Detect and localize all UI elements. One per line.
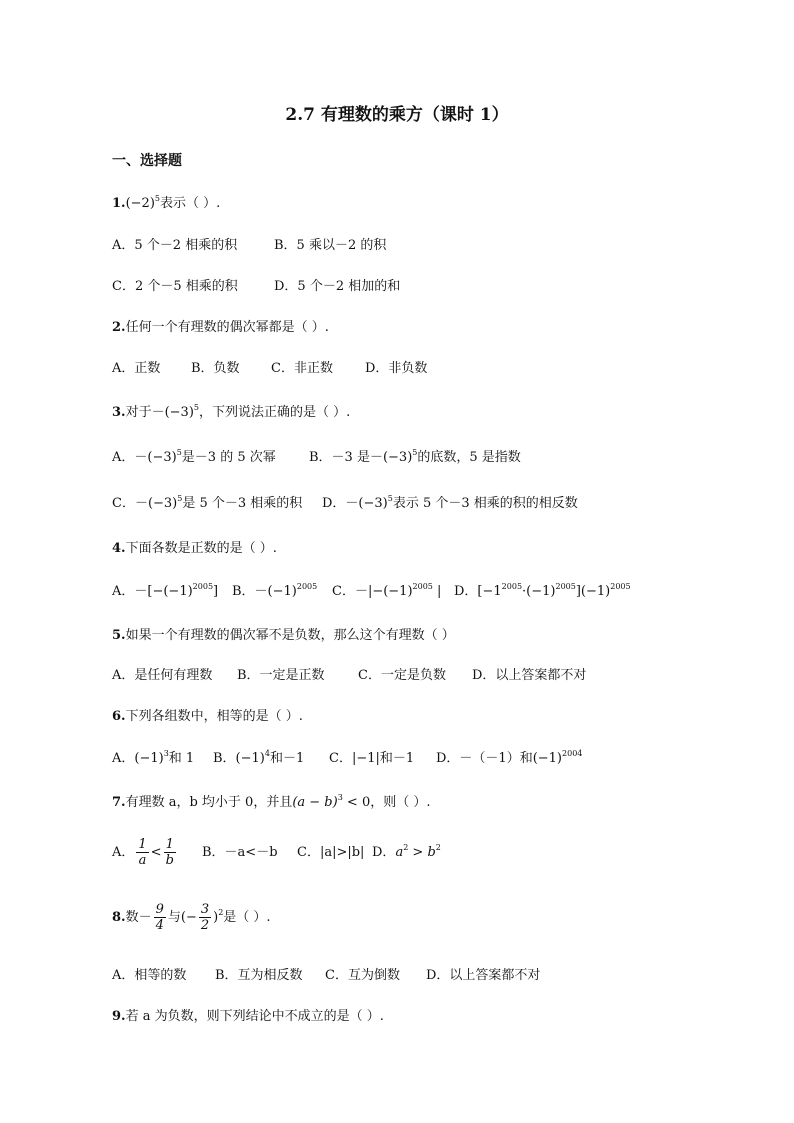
denominator: 4 — [155, 918, 164, 933]
question-stem: 下列各组数中，相等的是（ ）. — [125, 709, 303, 724]
power-exponent: 2004 — [562, 749, 583, 758]
math-variable: a — [395, 845, 404, 860]
question-number: 4. — [112, 541, 126, 556]
option-text: 表示 5 个－3 相乘的积的相反数 — [392, 496, 578, 511]
question-number: 1. — [112, 196, 126, 211]
fraction — [164, 837, 176, 868]
options-row — [112, 747, 582, 766]
options-row — [112, 964, 540, 983]
options-row — [112, 275, 400, 294]
option-a[interactable]: A．5 个－2 相乘的积 — [112, 238, 238, 253]
option-b[interactable] — [309, 446, 521, 465]
option-text: B．－3 是－(−3) — [309, 450, 413, 465]
question-1 — [112, 192, 220, 211]
question-number: 8. — [112, 910, 126, 925]
options-row — [112, 446, 521, 465]
option-text: ] — [213, 584, 219, 599]
question-number: 3. — [112, 405, 126, 420]
question-7 — [112, 791, 431, 810]
options-row — [112, 580, 631, 599]
question-2 — [112, 316, 329, 335]
question-stem: 若 a 为负数，则下列结论中不成立的是（ ）. — [125, 1009, 384, 1024]
question-5 — [112, 624, 455, 643]
power-exponent: 5 — [154, 194, 160, 203]
relation: < — [150, 845, 162, 860]
option-c[interactable]: C．|a|>|b| — [297, 845, 365, 860]
numerator: 3 — [200, 902, 210, 917]
denominator: a — [138, 853, 147, 868]
option-d[interactable] — [372, 841, 441, 860]
option-text: A．(−1) — [112, 751, 164, 766]
option-b[interactable]: B．－a<－b — [202, 845, 278, 860]
fraction — [154, 902, 166, 933]
option-b[interactable] — [213, 747, 329, 766]
stem-part: ，下列说法正确的是（ ）. — [198, 405, 351, 420]
option-a[interactable] — [112, 580, 232, 599]
denominator: 2 — [200, 918, 210, 933]
option-d[interactable]: D．5 个－2 相加的和 — [274, 279, 401, 294]
stem-part: 与(− — [167, 910, 197, 925]
option-text: B．(−1) — [213, 751, 265, 766]
fraction — [199, 902, 211, 933]
numerator: 1 — [164, 837, 176, 853]
option-d[interactable] — [454, 580, 631, 599]
denominator: b — [165, 853, 174, 868]
power-exponent: 2 — [435, 843, 441, 852]
power-exponent: 3 — [337, 793, 343, 802]
fraction — [136, 837, 148, 868]
option-c[interactable]: C．2 个－5 相乘的积 — [112, 279, 238, 294]
option-text: A．－(−3) — [112, 450, 177, 465]
math-variable: b — [427, 845, 436, 860]
power-exponent: 3 — [163, 749, 169, 758]
option-text: C．－(−3) — [112, 496, 178, 511]
option-a[interactable] — [112, 837, 202, 868]
option-text: D．[−1 — [454, 584, 502, 599]
option-label: D． — [372, 845, 396, 860]
option-a[interactable]: A．是任何有理数 — [112, 668, 213, 683]
option-text: C．－|−(−1) — [332, 584, 413, 599]
power-exponent: 2005 — [192, 582, 214, 591]
option-text: ·(−1) — [522, 584, 556, 599]
power-exponent: 5 — [176, 448, 182, 457]
stem-part: 对于－(−3) — [125, 405, 194, 420]
question-4 — [112, 537, 277, 556]
option-label: A． — [112, 845, 135, 860]
power-exponent: 2 — [403, 843, 409, 852]
power-exponent: 4 — [264, 749, 270, 758]
option-text: D．－（－1）和(−1) — [436, 751, 563, 766]
question-number: 2. — [112, 320, 126, 335]
option-d[interactable]: D．以上答案都不对 — [426, 968, 541, 983]
stem-part: < 0，则（ ）. — [342, 795, 431, 810]
option-a[interactable] — [112, 747, 213, 766]
option-c[interactable]: C．非正数 — [271, 361, 333, 376]
option-text: ](−1) — [575, 584, 611, 599]
power-exponent: 5 — [387, 494, 393, 503]
question-stem: 表示（ ）. — [159, 196, 221, 211]
option-text: 是 5 个－3 相乘的积 — [182, 496, 303, 511]
option-b[interactable]: B．互为相反数 — [215, 968, 303, 983]
question-number: 9. — [112, 1009, 126, 1024]
option-a[interactable] — [112, 446, 309, 465]
question-number: 7. — [112, 795, 126, 810]
option-text: 是－3 的 5 次幂 — [181, 450, 276, 465]
question-9 — [112, 1005, 384, 1024]
numerator: 9 — [155, 902, 164, 917]
power-exponent: 2 — [218, 908, 224, 917]
option-b[interactable] — [232, 580, 332, 599]
power-base: (−2) — [125, 196, 155, 211]
option-b[interactable]: B．一定是正数 — [237, 668, 325, 683]
options-row — [112, 837, 441, 868]
page-title: 2.7 有理数的乘方（课时 1） — [285, 105, 509, 125]
stem-part: ) — [213, 910, 219, 925]
question-number: 5. — [112, 628, 126, 643]
question-stem: 如果一个有理数的偶次幂不是负数，那么这个有理数（ ） — [125, 628, 455, 643]
power-exponent: 5 — [193, 403, 199, 412]
option-b[interactable]: B．负数 — [191, 361, 240, 376]
options-row — [112, 357, 427, 376]
option-d[interactable]: D．非负数 — [365, 361, 428, 376]
option-d[interactable] — [436, 747, 582, 766]
option-text: 和 1 — [168, 751, 195, 766]
power-exponent: 2005 — [610, 582, 631, 591]
option-c[interactable]: C．互为倒数 — [325, 968, 400, 983]
stem-part: 数－ — [125, 910, 152, 925]
power-exponent: 2005 — [296, 582, 318, 591]
option-text: | — [432, 584, 442, 599]
option-d[interactable]: D．以上答案都不对 — [472, 668, 587, 683]
power-exponent: 2005 — [501, 582, 523, 591]
option-text: 和－1 — [269, 751, 305, 766]
power-exponent: 2005 — [412, 582, 433, 591]
question-stem: 任何一个有理数的偶次幂都是（ ）. — [125, 320, 329, 335]
numerator: 1 — [138, 837, 147, 852]
options-row — [112, 234, 386, 253]
options-row — [112, 664, 586, 683]
power-exponent: 5 — [177, 494, 183, 503]
option-text: A．－[−(−1) — [112, 584, 193, 599]
power-exponent: 5 — [412, 448, 418, 457]
option-c[interactable]: C．|−1|和－1 — [329, 751, 415, 766]
relation: > — [408, 845, 428, 860]
option-c[interactable]: C．一定是负数 — [358, 668, 446, 683]
power-exponent: 2005 — [555, 582, 576, 591]
question-stem: 下面各数是正数的是（ ）. — [125, 541, 277, 556]
option-d[interactable] — [322, 492, 578, 511]
option-b[interactable]: B．5 乘以－2 的积 — [274, 238, 387, 253]
option-c[interactable] — [112, 492, 322, 511]
option-a[interactable]: A．正数 — [112, 361, 161, 376]
option-c[interactable] — [332, 580, 454, 599]
option-text: 的底数，5 是指数 — [417, 450, 521, 465]
stem-part: 有理数 a，b 均小于 0，并且 — [125, 795, 293, 810]
options-row — [112, 492, 578, 511]
question-8 — [112, 902, 271, 933]
question-3 — [112, 401, 350, 420]
math-expression: (a − b) — [292, 795, 338, 810]
stem-part: 是（ ）. — [223, 910, 271, 925]
section-heading: 一、选择题 — [112, 153, 182, 169]
question-6 — [112, 705, 303, 724]
option-text: B．－(−1) — [232, 584, 297, 599]
option-text: D．－(−3) — [322, 496, 388, 511]
question-number: 6. — [112, 709, 126, 724]
option-a[interactable]: A．相等的数 — [112, 968, 187, 983]
